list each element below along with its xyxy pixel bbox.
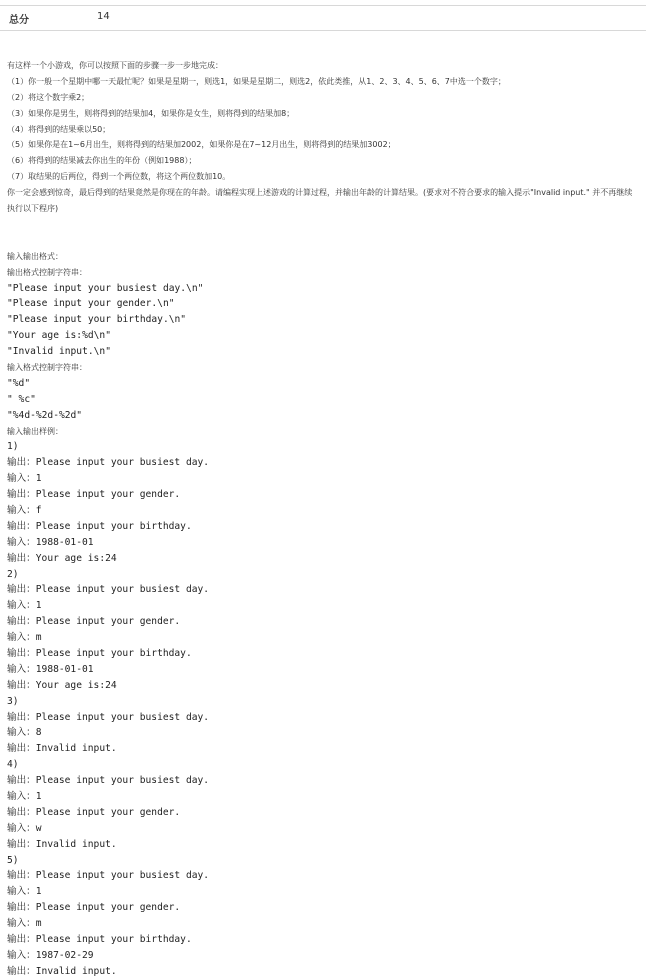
example-2 [7,567,639,694]
spacer [7,233,639,249]
example-line: 输入：m [7,918,42,930]
example-line: 输出：Please input your busiest day. [7,584,210,596]
example-line: 输出：Please input your busiest day. [7,711,210,723]
example-5 [7,853,639,980]
output-format-string: "Invalid input.\n" [7,346,111,358]
example-line: 输入：8 [7,727,42,739]
example-line: 输入：1988-01-01 [7,536,94,548]
total-score-value: 14 [97,11,110,22]
example-line: 输入：1 [7,886,42,898]
example-line: 输出：Please input your birthday. [7,934,192,946]
example-line: 输出：Please input your birthday. [7,647,192,659]
input-format-string: "%d" [7,377,31,389]
total-score-label: 总分 [9,15,29,26]
example-label: 1) [7,441,19,453]
example-line: 输入：1988-01-01 [7,663,94,675]
problem-step: （7）取结果的后两位，得到一个两位数，将这个两位数加10。 [7,172,231,182]
problem-step: （6）将得到的结果减去你出生的年份（例如1988）； [7,156,197,166]
example-line: 输出：Please input your gender. [7,902,181,914]
problem-step: （1）你一般一个星期中哪一天最忙呢？如果是星期一，则选1，如果是星期二，则选2，依此类推，从1、2、3、4、5、6、7中选一个数字； [7,76,506,86]
example-label: 5) [7,854,19,866]
example-line: 输出：Please input your busiest day. [7,457,210,469]
example-4 [7,757,639,852]
problem-step: （5）如果你是在1~6月出生，则将得到的结果加2002，如果你是在7~12月出生，则将得到的结果加3002； [7,140,396,150]
example-line: 输出：Invalid input. [7,965,117,977]
example-3 [7,694,639,758]
example-line: 输出：Invalid input. [7,838,117,850]
example-line: 输入：1 [7,600,42,612]
example-line: 输入：1 [7,791,42,802]
example-label: 2) [7,568,19,580]
example-line: 输出：Your age is:24 [7,552,117,564]
example-line: 输出：Your age is:24 [7,679,117,691]
spacer [7,217,639,233]
input-format-title: 输入格式控制字符串： [7,362,87,372]
output-format-string: "Your age is:%d\n" [7,330,111,342]
example-line: 输出：Please input your birthday. [7,520,192,532]
example-line: 输入：f [7,504,42,516]
example-line: 输出：Please input your busiest day. [7,870,210,882]
output-format-title: 输出格式控制字符串： [7,267,87,277]
problem-step: （4）将得到的结果乘以50； [7,124,111,134]
example-line: 输入：1 [7,473,42,485]
example-line: 输出：Please input your gender. [7,806,181,818]
example-1 [7,439,639,566]
example-label: 4) [7,759,19,771]
problem-intro: 有这样一个小游戏，你可以按照下面的步骤一步一步地完成： [7,61,223,70]
output-format-string: "Please input your busiest day.\n" [7,282,204,294]
io-format-title: 输入输出格式： [7,251,63,261]
example-line: 输入：1987-02-29 [7,949,94,961]
example-line: 输出：Invalid input. [7,743,117,755]
examples-title: 输入输出样例： [7,426,63,436]
problem-steps [7,74,639,185]
problem-step: （2）将这个数字乘2； [7,92,90,102]
example-line: 输出：Please input your gender. [7,616,181,628]
problem-content [7,58,639,980]
score-header-row [0,5,646,31]
input-format-string: " %c" [7,393,36,405]
example-line: 输入：w [7,822,42,834]
example-label: 3) [7,695,19,707]
problem-conclusion: 你一定会感到惊奇，最后得到的结果竟然是你现在的年龄。请编程实现上述游戏的计算过程，并输出年龄的计算结果。(要求对不符合要求的输入提示"Invalid input." 并不再继续执行以下程序) [7,188,633,214]
input-format-string: "%4d-%2d-%2d" [7,409,83,421]
output-format-string: "Please input your gender.\n" [7,298,175,310]
problem-step: （3）如果你是男生，则将得到的结果加4，如果你是女生，则将得到的结果加8； [7,108,295,118]
example-line: 输入：m [7,632,42,644]
example-line: 输出：Please input your busiest day. [7,775,210,787]
output-format-string: "Please input your birthday.\n" [7,314,187,326]
example-line: 输出：Please input your gender. [7,489,181,501]
